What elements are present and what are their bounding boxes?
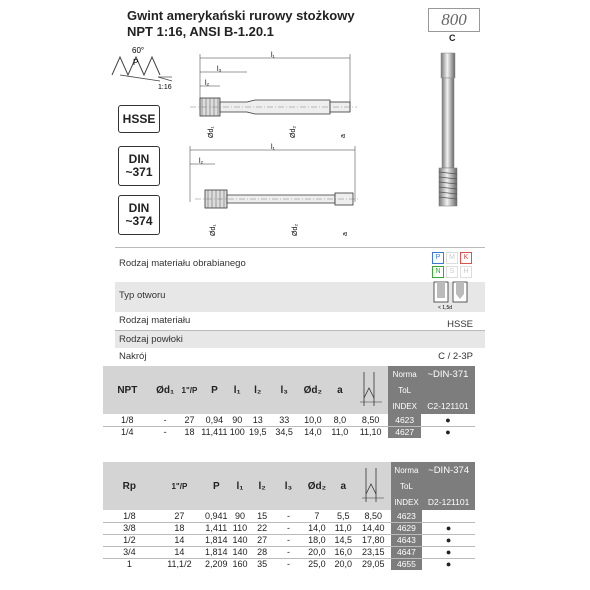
- cell-l3: -: [286, 535, 290, 545]
- din-371-badge: DIN ~371: [118, 146, 160, 186]
- a-dim-2: a: [342, 232, 349, 236]
- table-row: [103, 546, 475, 558]
- cell-l2: 28: [257, 547, 268, 557]
- cell-a: 20,0: [334, 559, 352, 570]
- cell-p: 0,941: [205, 510, 228, 521]
- hole-type-row: [115, 282, 485, 312]
- d1-dim-2: Ød₁: [210, 224, 217, 236]
- cell-d1: -: [163, 414, 167, 425]
- l2-dim: l₂: [205, 80, 210, 87]
- cell-l1: 110: [232, 523, 248, 533]
- cell-index: 4655: [391, 558, 423, 570]
- cell-a: 11,0: [334, 523, 352, 533]
- col-a: a: [331, 462, 356, 510]
- din-374-badge: DIN ~374: [118, 195, 160, 235]
- cell-l3: -: [286, 510, 290, 521]
- col-d1: Ød₁: [152, 366, 179, 414]
- tap-geometry-icon: [356, 368, 386, 410]
- tap-photo: [428, 45, 468, 215]
- cell-tpi: 27: [174, 510, 185, 521]
- col-npt: NPT: [103, 366, 152, 414]
- norma-value: ~DIN-374: [422, 462, 475, 478]
- cell-l1: 90: [232, 414, 243, 425]
- blind-hole-icon: [432, 280, 472, 310]
- cell-a: 8,0: [333, 414, 347, 425]
- a-dim: a: [340, 134, 347, 138]
- material-m-icon: M: [446, 252, 458, 264]
- material-k-icon: K: [460, 252, 472, 264]
- col-l2: l₂: [251, 462, 274, 510]
- cell-p: 0,94: [205, 414, 224, 425]
- cell-l3: -: [286, 559, 290, 570]
- cell-index: 4623: [391, 510, 423, 522]
- cell-a: 11,0: [331, 427, 349, 438]
- col-p: P: [200, 366, 228, 414]
- cell-l2: 15: [257, 510, 268, 521]
- tool-material-row: [115, 312, 485, 330]
- tol-label: ToL: [391, 478, 423, 494]
- cell-d2: 25,0: [308, 559, 326, 570]
- col-l1: l₁: [229, 462, 250, 510]
- norma-value: ~DIN-371: [421, 366, 475, 382]
- spec-table-rp: [103, 462, 475, 570]
- cell-a: 14,5: [334, 535, 352, 545]
- cell-l2: 35: [257, 559, 268, 570]
- cell-l2: 13: [252, 414, 263, 425]
- cell-l2: 22: [257, 523, 268, 533]
- pitch-label: P: [133, 58, 139, 67]
- availability-dot: ●: [445, 523, 452, 533]
- material-s-icon: S: [446, 266, 458, 278]
- table-row: [103, 522, 475, 534]
- availability-dot: ●: [445, 559, 452, 570]
- cell-l1: 140: [232, 535, 248, 545]
- l1-dim-2: l₁: [271, 144, 275, 151]
- cell-tpi: 18: [174, 523, 185, 533]
- cell-l3: -: [286, 523, 290, 533]
- table-row: [103, 534, 475, 546]
- tap-drawing-din371: [185, 50, 365, 145]
- norma-label: Norma: [388, 366, 420, 382]
- col-a: a: [327, 366, 353, 414]
- col-tpi: 1"/P: [156, 462, 203, 510]
- cell-rp: 1/2: [123, 535, 136, 545]
- cell-p: 1,411: [205, 523, 228, 533]
- col-l2: l₂: [246, 366, 270, 414]
- title-line-2: NPT 1:16, ANSI B-1.20.1: [127, 24, 274, 39]
- tol-value: [422, 478, 475, 494]
- col-tpi: 1"/P: [179, 366, 201, 414]
- col-p: P: [203, 462, 229, 510]
- availability-dot: ●: [445, 427, 451, 438]
- norma-label: Norma: [391, 462, 423, 478]
- l2-dim-2: l₂: [199, 158, 204, 165]
- hole-type-label: Typ otworu: [119, 290, 166, 301]
- cell-tpi: 14: [174, 535, 185, 545]
- material-n-icon: N: [432, 266, 444, 278]
- cell-tpi: 11,1/2: [167, 559, 192, 570]
- cell-tpi: 14: [174, 547, 185, 557]
- cell-a2: 29,05: [361, 559, 385, 570]
- availability-dot: ●: [445, 535, 452, 545]
- cell-a2: 17,80: [361, 535, 385, 545]
- cell-index: 4647: [391, 546, 423, 558]
- cell-l1: 100: [229, 427, 245, 438]
- tap-geometry-icon: [358, 464, 388, 506]
- hsse-badge: HSSE: [118, 105, 160, 133]
- cell-d2: 18,0: [308, 535, 326, 545]
- cell-l1: 90: [234, 510, 245, 521]
- cell-npt: 1/8: [121, 414, 134, 425]
- col-geometry-icon: [356, 462, 391, 510]
- index-value: D2-121101: [422, 494, 475, 510]
- taper-label: 1:16: [158, 84, 172, 90]
- cell-a2: 8,50: [364, 510, 382, 521]
- cell-index: 4629: [391, 522, 423, 534]
- tap-drawing-din374: [185, 140, 365, 240]
- col-geometry-icon: [353, 366, 389, 414]
- cell-a: 16,0: [334, 547, 352, 557]
- availability-dot: [422, 510, 475, 522]
- cell-l3: -: [286, 547, 290, 557]
- index-value: C2-121101: [421, 398, 475, 414]
- cell-index: 4643: [391, 534, 423, 546]
- cut-value: C / 2-3P: [438, 351, 473, 362]
- cell-d2: 10,0: [304, 414, 322, 425]
- cell-l3: 34,5: [275, 427, 293, 438]
- col-d2: Ød₂: [303, 462, 330, 510]
- cell-l1: 140: [232, 547, 248, 557]
- cell-p: 1,814: [205, 547, 228, 557]
- table-row: [103, 510, 475, 522]
- d2-dim: Ød₂: [290, 125, 297, 138]
- index-label: INDEX: [391, 494, 423, 510]
- cell-l2: 19,5: [248, 427, 267, 438]
- cell-a: 5,5: [336, 510, 350, 521]
- thread-profile-icon: [110, 45, 190, 90]
- cell-l3: 33: [279, 414, 290, 425]
- cell-a2: 11,10: [359, 427, 382, 438]
- tol-label: ToL: [388, 382, 420, 398]
- coating-row: [115, 331, 485, 348]
- cell-tpi: 18: [184, 427, 195, 438]
- cell-a2: 23,15: [361, 547, 385, 557]
- table-row: [103, 414, 475, 426]
- index-label: INDEX: [388, 398, 420, 414]
- d2-dim-2: Ød₂: [292, 223, 299, 236]
- cell-d1: -: [163, 427, 167, 438]
- tol-value: [421, 382, 475, 398]
- material-groups: [432, 252, 472, 278]
- cell-p: 2,209: [205, 559, 228, 570]
- cut-row: [115, 348, 485, 366]
- table-row: [103, 558, 475, 570]
- material-p-icon: P: [432, 252, 444, 264]
- page-title: [127, 8, 355, 40]
- cell-p: 1,814: [205, 535, 228, 545]
- tool-material-value: HSSE: [447, 319, 473, 330]
- tool-material-label: Rodzaj materiału: [119, 315, 191, 326]
- hole-note: < 1,5d: [438, 305, 453, 310]
- cell-rp: 1: [126, 559, 132, 570]
- cell-l2: 27: [257, 535, 268, 545]
- col-rp: Rp: [103, 462, 156, 510]
- cell-rp: 3/4: [123, 547, 136, 557]
- cell-index: 4627: [388, 426, 420, 438]
- material-h-icon: H: [460, 266, 472, 278]
- table-row: [103, 426, 475, 438]
- cut-label: Nakrój: [119, 351, 147, 362]
- catalog-letter: C: [449, 33, 456, 43]
- cell-npt: 1/4: [121, 427, 134, 438]
- cell-rp: 1/8: [123, 510, 136, 521]
- coating-label: Rodzaj powłoki: [119, 334, 183, 345]
- cell-d2: 14,0: [304, 427, 322, 438]
- cell-a2: 14,40: [361, 523, 385, 533]
- availability-dot: ●: [445, 414, 451, 425]
- cell-p: 11,411: [201, 427, 228, 438]
- d1-dim: Ød₁: [208, 126, 215, 138]
- spec-table-npt: [103, 366, 475, 438]
- cell-d2: 14,0: [308, 523, 326, 533]
- divider: [115, 247, 485, 248]
- l1-dim: l₁: [271, 52, 275, 59]
- l3-dim: l₃: [217, 66, 222, 73]
- angle-label: 60°: [132, 46, 145, 55]
- col-l3: l₃: [274, 462, 304, 510]
- col-d2: Ød₂: [299, 366, 327, 414]
- cell-d2: 20,0: [308, 547, 326, 557]
- cell-d2: 7: [314, 510, 320, 521]
- cell-l1: 160: [232, 559, 248, 570]
- cell-rp: 3/8: [123, 523, 136, 533]
- cell-index: 4623: [388, 414, 420, 426]
- cell-a2: 8,50: [361, 414, 380, 425]
- catalog-number: 800: [428, 8, 480, 32]
- col-l3: l₃: [270, 366, 299, 414]
- title-line-1: Gwint amerykański rurowy stożkowy: [127, 8, 355, 23]
- cell-tpi: 27: [184, 414, 195, 425]
- material-to-process-label: Rodzaj materiału obrabianego: [119, 258, 246, 269]
- col-l1: l₁: [229, 366, 246, 414]
- availability-dot: ●: [445, 547, 452, 557]
